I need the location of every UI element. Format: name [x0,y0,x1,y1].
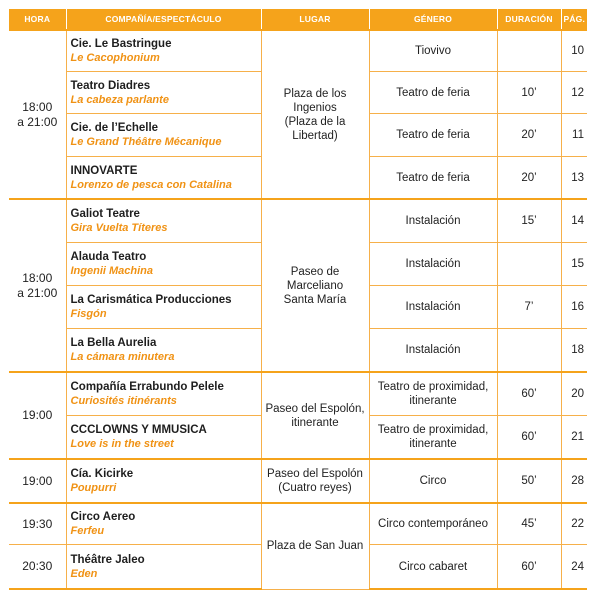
time-cell [9,30,66,199]
header-compania: COMPAÑÍA/ESPECTÁCULO [66,9,261,30]
company-cell [66,243,261,286]
company-name: Cía. Kicirke [70,468,134,480]
genre-cell: Circo contemporáneo [369,503,497,545]
show-title: Le Cacophonium [70,52,160,64]
venue-line: Libertad) [292,129,338,142]
page-cell: 18 [561,329,587,373]
genre-cell: Instalación [369,243,497,286]
table-row [9,372,587,416]
table-row [9,199,587,243]
company-name: Teatro Diadres [70,79,151,92]
genre-cell [369,372,497,416]
company-name: Alauda Teatro [70,251,147,263]
genre-line: Teatro de proximidad, [377,381,489,393]
show-title: Fisgón [70,308,107,320]
company-name: La Bella Aurelia [70,337,157,349]
company-name: Galiot Teatre [70,208,140,220]
page-cell: 22 [561,503,587,545]
duration-cell: 10’ [497,72,561,114]
header-pag: PÁG. [561,9,587,30]
duration-cell: 60’ [497,416,561,460]
show-title: La cámara minutera [70,351,175,363]
venue-line: (Plaza de la [284,115,346,128]
company-cell [66,157,261,200]
table-row [9,30,587,72]
genre-line: Teatro de proximidad, [377,424,489,436]
time-cell: 19:00 [9,372,66,459]
genre-cell: Instalación [369,329,497,373]
schedule-table [9,9,587,590]
company-cell [66,286,261,329]
company-cell [66,30,261,72]
header-hora: HORA [9,9,66,30]
genre-cell [369,416,497,460]
venue-line: Marceliano [286,279,344,292]
page-cell: 20 [561,372,587,416]
time-end: a 21:00 [17,285,58,300]
company-name: Circo Aereo [70,511,136,523]
venue-line: Paseo de [290,265,340,278]
show-title: Ferfeu [70,525,105,537]
venue-cell [261,199,369,372]
table-row [9,459,587,503]
show-title: Eden [70,567,98,580]
time-cell [9,199,66,372]
genre-cell: Instalación [369,199,497,243]
page-cell: 24 [561,545,587,590]
page-cell: 28 [561,459,587,503]
page-cell: 11 [561,114,587,157]
company-name: Compañía Errabundo Pelele [70,381,224,393]
company-cell [66,372,261,416]
genre-line: itinerante [409,395,457,407]
page-cell: 15 [561,243,587,286]
time-cell: 19:00 [9,459,66,503]
show-title: Lorenzo de pesca con Catalina [70,178,232,191]
page-cell: 13 [561,157,587,200]
time-end: a 21:00 [17,114,58,129]
time-start: 18:00 [22,270,53,285]
header-genero: GÉNERO [369,9,497,30]
duration-cell: 45’ [497,503,561,545]
show-title: Le Grand Théâtre Mécanique [70,136,222,148]
genre-cell: Instalación [369,286,497,329]
venue-line: Paseo del Espolón, [265,402,365,415]
company-name: CCCLOWNS Y MMUSICA [70,424,207,436]
show-title: Love is in the street [70,438,174,450]
venue-line: Santa María [283,293,347,306]
genre-cell: Teatro de feria [369,114,497,157]
duration-cell: 60’ [497,372,561,416]
duration-cell: 20’ [497,114,561,157]
genre-cell: Teatro de feria [369,157,497,200]
company-cell [66,503,261,545]
venue-line: (Cuatro reyes) [278,482,352,494]
table-row [9,503,587,545]
duration-cell: 20’ [497,157,561,200]
venue-cell [261,372,369,459]
header-duracion: DURACIÓN [497,9,561,30]
company-cell [66,114,261,157]
genre-cell: Tiovivo [369,30,497,72]
page-cell: 21 [561,416,587,460]
company-cell [66,329,261,373]
duration-cell: 60’ [497,545,561,590]
duration-cell: 15’ [497,199,561,243]
company-cell [66,545,261,590]
genre-line: itinerante [409,438,457,450]
page-cell: 10 [561,30,587,72]
time-cell: 20:30 [9,545,66,590]
duration-cell [497,30,561,72]
company-cell [66,416,261,460]
company-cell [66,459,261,503]
duration-cell: 7’ [497,286,561,329]
genre-cell: Circo [369,459,497,503]
show-title: Poupurri [70,482,117,494]
time-start: 18:00 [22,99,53,114]
venue-cell [261,459,369,503]
venue-cell: Plaza de San Juan [261,503,369,589]
show-title: Ingenii Machina [70,265,154,277]
company-name: La Carismática Producciones [70,294,232,306]
time-cell: 19:30 [9,503,66,545]
venue-cell [261,30,369,199]
genre-cell: Teatro de feria [369,72,497,114]
page-cell: 14 [561,199,587,243]
company-cell [66,72,261,114]
header-lugar: LUGAR [261,9,369,30]
venue-line: Plaza de los [283,87,347,100]
venue-line: itinerante [291,416,339,429]
company-name: Cie. de l’Echelle [70,122,159,134]
venue-line: Ingenios [293,101,337,114]
show-title: Gira Vuelta Títeres [70,222,168,234]
company-name: INNOVARTE [70,164,138,177]
page-cell: 12 [561,72,587,114]
show-title: Curiosités itinérants [70,395,177,407]
header-row [9,9,587,30]
venue-line: Paseo del Espolón [267,468,363,480]
company-name: Cie. Le Bastringue [70,38,172,50]
duration-cell [497,243,561,286]
show-title: La cabeza parlante [70,93,169,106]
duration-cell: 50’ [497,459,561,503]
company-name: Théâtre Jaleo [70,553,145,566]
page-cell: 16 [561,286,587,329]
genre-cell: Circo cabaret [369,545,497,590]
duration-cell [497,329,561,373]
company-cell [66,199,261,243]
